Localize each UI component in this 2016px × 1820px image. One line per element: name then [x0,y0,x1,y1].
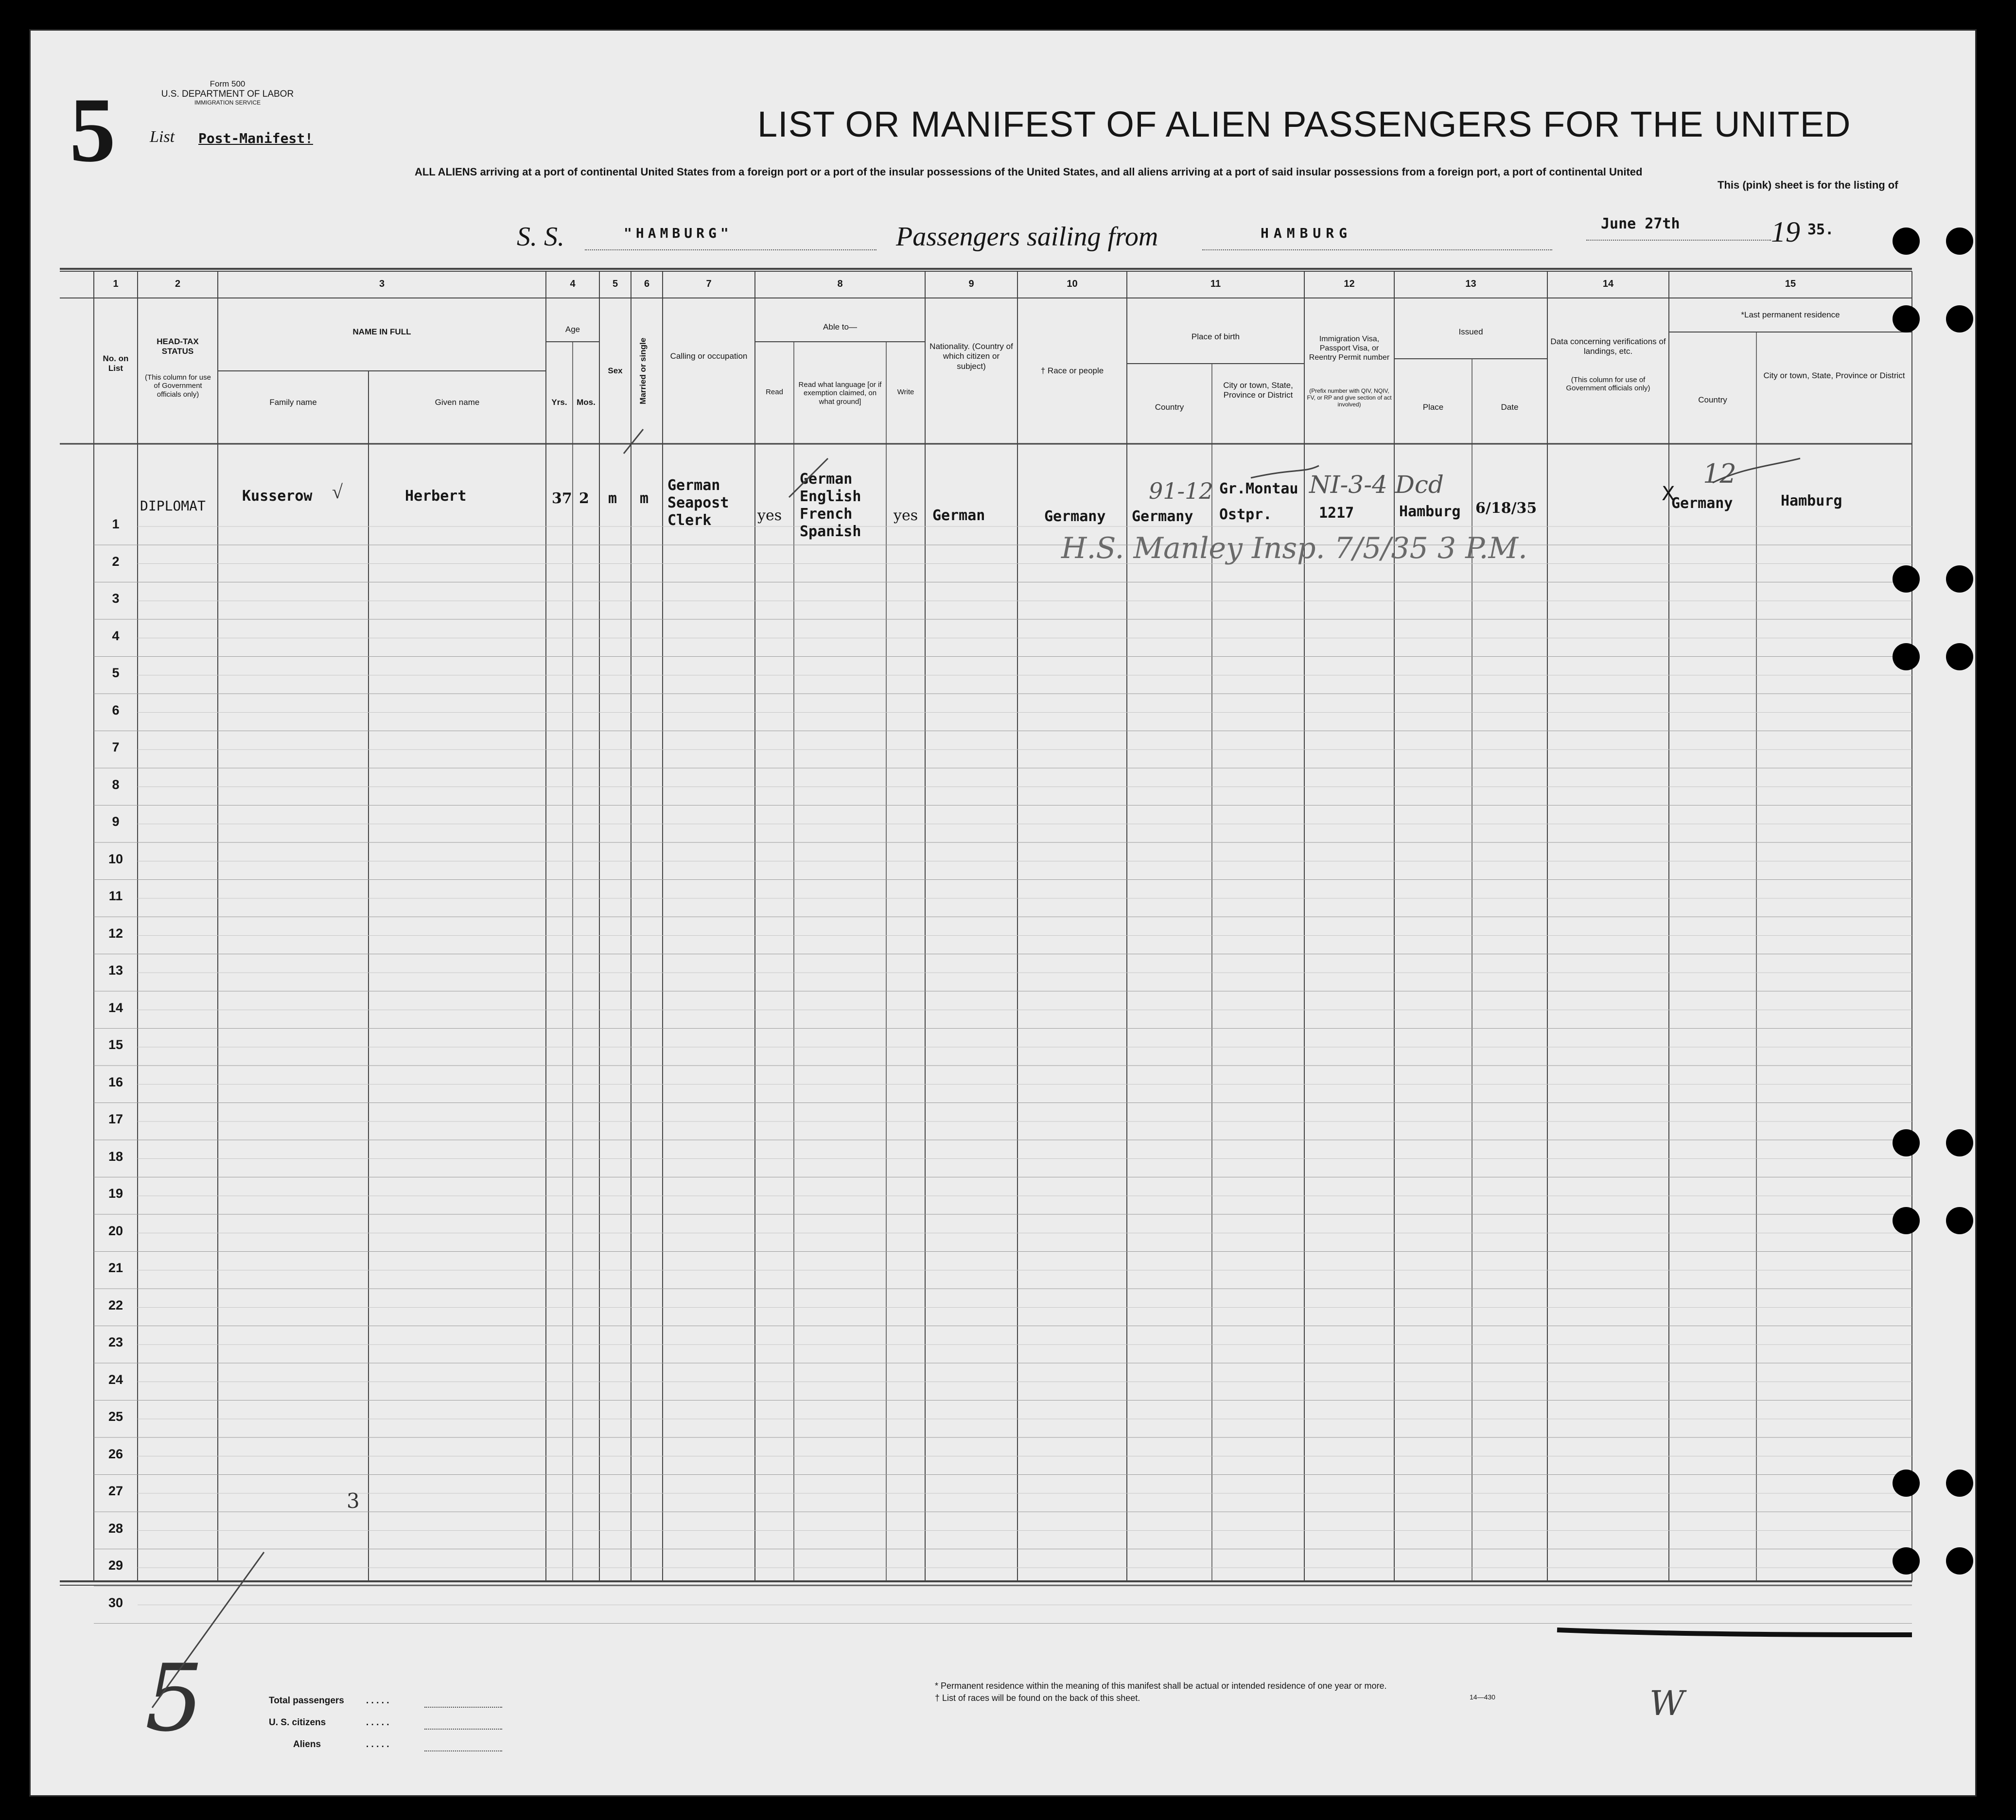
visa-annotation: NI-3-4 Dcd [1309,471,1444,499]
sex-cell: m [608,490,617,507]
header-read-what: Read what language [or if exemption claimed, on what ground] [798,381,882,406]
birth-city-line-2: Ostpr. [1219,506,1272,523]
header-race: † Race or people [1040,366,1104,375]
header-res-country: Country [1698,395,1727,404]
row-number: 28 [108,1521,123,1536]
col-number-5: 5 [612,279,618,289]
binder-hole [1893,305,1920,332]
married-cell: m [640,490,649,507]
header-birth-city: City or town, State, Province or District [1223,381,1293,400]
write-cell: yes [894,507,918,524]
binder-hole [1893,1207,1920,1234]
row-number: 30 [108,1595,123,1610]
row-number: 25 [108,1409,123,1424]
ss-label: S. S. [517,222,564,252]
col-number-7: 7 [706,279,712,289]
header-res-city: City or town, State, Province or District [1763,371,1905,380]
row-number: 16 [108,1074,123,1089]
row-number: 19 [108,1186,123,1201]
language-3: French [800,506,853,523]
birth-country-cell: Germany [1132,508,1193,525]
row-number: 15 [108,1037,123,1052]
total-passengers-label: Total passengers [269,1696,344,1706]
visa-number-cell: 1217 [1319,505,1354,522]
row-number: 3 [112,591,120,606]
age-yrs-cell: 37 [552,490,572,507]
binder-hole [1946,228,1973,255]
print-code: 14—430 [1470,1693,1495,1701]
list-number-large: 5 [70,79,116,181]
header-family-name: Family name [269,398,317,407]
port-name: HAMBURG [1261,225,1352,241]
row-number: 7 [112,740,120,754]
manifest-sheet [29,29,1977,1797]
status-cell: DIPLOMAT [140,498,206,514]
year-suffix: 35. [1807,221,1834,238]
row-number: 8 [112,777,120,792]
row-number: 21 [108,1260,123,1275]
header-nationality: Nationality. (Country of which citizen or subject) [929,342,1013,371]
binder-hole [1893,643,1920,670]
language-4: Spanish [800,523,861,540]
check-mark: √ [332,481,343,503]
row-number: 11 [108,889,123,903]
row-number: 17 [108,1112,123,1126]
occupation-line-2: Seapost [667,494,729,511]
row-number: 13 [108,963,123,978]
form-number: Form 500 [210,79,245,88]
manifest-title: LIST OR MANIFEST OF ALIEN PASSENGERS FOR THE UNITED [757,104,1851,144]
birth-city-line-1: Gr.Montau [1219,480,1298,497]
col-number-12: 12 [1344,279,1355,289]
issued-place-cell: Hamburg [1399,503,1461,520]
header-head-tax: HEAD-TAX STATUS [157,337,199,356]
col-number-13: 13 [1465,279,1476,289]
col-number-8: 8 [837,279,843,289]
sailing-date: June 27th [1601,215,1680,232]
aliens-dots: . . . . . [366,1739,389,1750]
language-2: English [800,488,861,505]
col-number-1: 1 [113,279,119,289]
header-sex: Sex [608,366,623,375]
row-number: 4 [112,628,120,643]
col-number-9: 9 [968,279,974,289]
inspector-signature: H.S. Manley Insp. 7/5/35 3 P.M. [1061,531,1527,565]
header-issued: Issued [1458,327,1483,336]
row-number: 22 [108,1297,123,1312]
occupation-line-3: Clerk [667,512,712,529]
header-given-name: Given name [435,398,480,407]
row-number: 29 [108,1558,123,1573]
subtitle-line2: This (pink) sheet is for the listing of [1718,179,1898,191]
service-label: IMMIGRATION SERVICE [194,99,261,106]
header-visa: Immigration Visa, Passport Visa, or Reentry Permit number [1309,335,1390,362]
list-value: Post-Manifest! [198,130,314,146]
table-grid [31,31,1975,1795]
header-visa-note: (Prefix number with QIV, NQIV, FV, or RP and give section of act involved) [1307,387,1392,408]
header-landings-note: (This column for use of Government officials only) [1566,376,1650,393]
bottom-handwritten-mark: W [1649,1683,1684,1723]
binder-hole [1893,1470,1920,1497]
residence-country-cell: Germany [1671,495,1733,512]
ship-name: "HAMBURG" [624,225,733,241]
residence-city-cell: Hamburg [1781,492,1842,509]
row-number: 5 [112,665,120,680]
total-passengers-dots: . . . . . [366,1696,389,1706]
nationality-cell: German [932,507,985,524]
row-number: 26 [108,1446,123,1461]
sailing-label: Passengers sailing from [896,222,1158,252]
header-married: Married or single [638,337,648,404]
read-cell: yes [757,507,782,524]
col-number-11: 11 [1210,279,1221,289]
residence-annotation: 12 [1703,458,1736,489]
binder-hole [1946,1207,1973,1234]
header-name-in-full: NAME IN FULL [352,327,411,336]
list-label: List [150,128,175,146]
header-head-tax-note: (This column for use of Government officials only) [145,373,211,399]
row27-mark: 3 [347,1489,360,1513]
header-read: Read [766,388,783,396]
birth-annotation: 91-12 [1149,478,1213,504]
header-landings: Data concerning verifications of landings, etc. [1550,337,1666,356]
issued-date-cell: 6/18/35 [1475,500,1537,517]
binder-hole [1946,1547,1973,1575]
header-calling: Calling or occupation [670,351,748,361]
department-label: U.S. DEPARTMENT OF LABOR [161,89,294,99]
aliens-label: Aliens [293,1739,321,1750]
year-prefix: 19 [1771,216,1800,248]
us-citizens-line [424,1729,502,1730]
subtitle-line1: ALL ALIENS arriving at a port of continental United States from a foreign port or a port of the insular possessions of the United States, and all aliens arriving at a port of said insular possessions from a foreign port, a port of continental United [415,166,1643,178]
row-number: 20 [108,1223,123,1238]
row-number: 2 [112,554,120,569]
footer-handwritten-5: 5 [145,1645,204,1752]
footnote-races: † List of races will be found on the back of this sheet. [935,1693,1140,1703]
binder-hole [1946,565,1973,593]
binder-hole [1893,228,1920,255]
header-birth-country: Country [1155,402,1184,412]
row-number: 6 [112,702,120,718]
row-number: 1 [112,517,120,531]
row-number: 14 [108,1000,123,1015]
col-number-6: 6 [644,279,650,289]
header-no-on-list: No. on List [103,354,129,373]
given-name-cell: Herbert [405,488,467,505]
binder-hole [1893,1129,1920,1156]
us-citizens-label: U. S. citizens [269,1717,326,1728]
col-number-15: 15 [1785,279,1796,289]
footnote-residence: * Permanent residence within the meaning of this manifest shall be actual or intended residence of one year or more. [935,1681,1387,1691]
header-able-to: Able to— [823,322,857,332]
col-number-10: 10 [1067,279,1078,289]
header-residence: *Last permanent residence [1741,310,1840,319]
row-number: 23 [108,1335,123,1349]
row-number: 27 [108,1484,123,1498]
us-citizens-dots: . . . . . [366,1717,389,1728]
col-number-14: 14 [1602,279,1614,289]
row-number: 18 [108,1149,123,1164]
race-cell: Germany [1044,508,1106,525]
header-age: Age [565,325,580,334]
col-number-2: 2 [175,279,181,289]
total-passengers-line [424,1707,502,1708]
header-issued-date: Date [1501,402,1519,412]
binder-hole [1946,643,1973,670]
binder-hole [1893,1547,1920,1575]
landings-mark: X [1662,483,1675,505]
header-place-of-birth: Place of birth [1191,332,1240,341]
aliens-line [424,1750,502,1751]
row-number: 10 [108,851,123,866]
age-mos-cell: 2 [579,490,589,507]
binder-hole [1946,1470,1973,1497]
family-name-cell: Kusserow [242,488,313,505]
col-number-3: 3 [379,279,385,289]
header-issued-place: Place [1422,402,1444,412]
row-number: 12 [108,926,123,941]
header-mos: Mos. [577,398,596,407]
binder-hole [1893,565,1920,593]
header-write: Write [897,388,914,396]
row-number: 24 [108,1372,123,1387]
binder-hole [1946,305,1973,332]
binder-hole [1946,1129,1973,1156]
occupation-line-1: German [667,477,720,494]
col-number-4: 4 [570,279,576,289]
row-number: 9 [112,814,120,829]
header-yrs: Yrs. [551,398,567,407]
language-1: German [800,471,853,488]
